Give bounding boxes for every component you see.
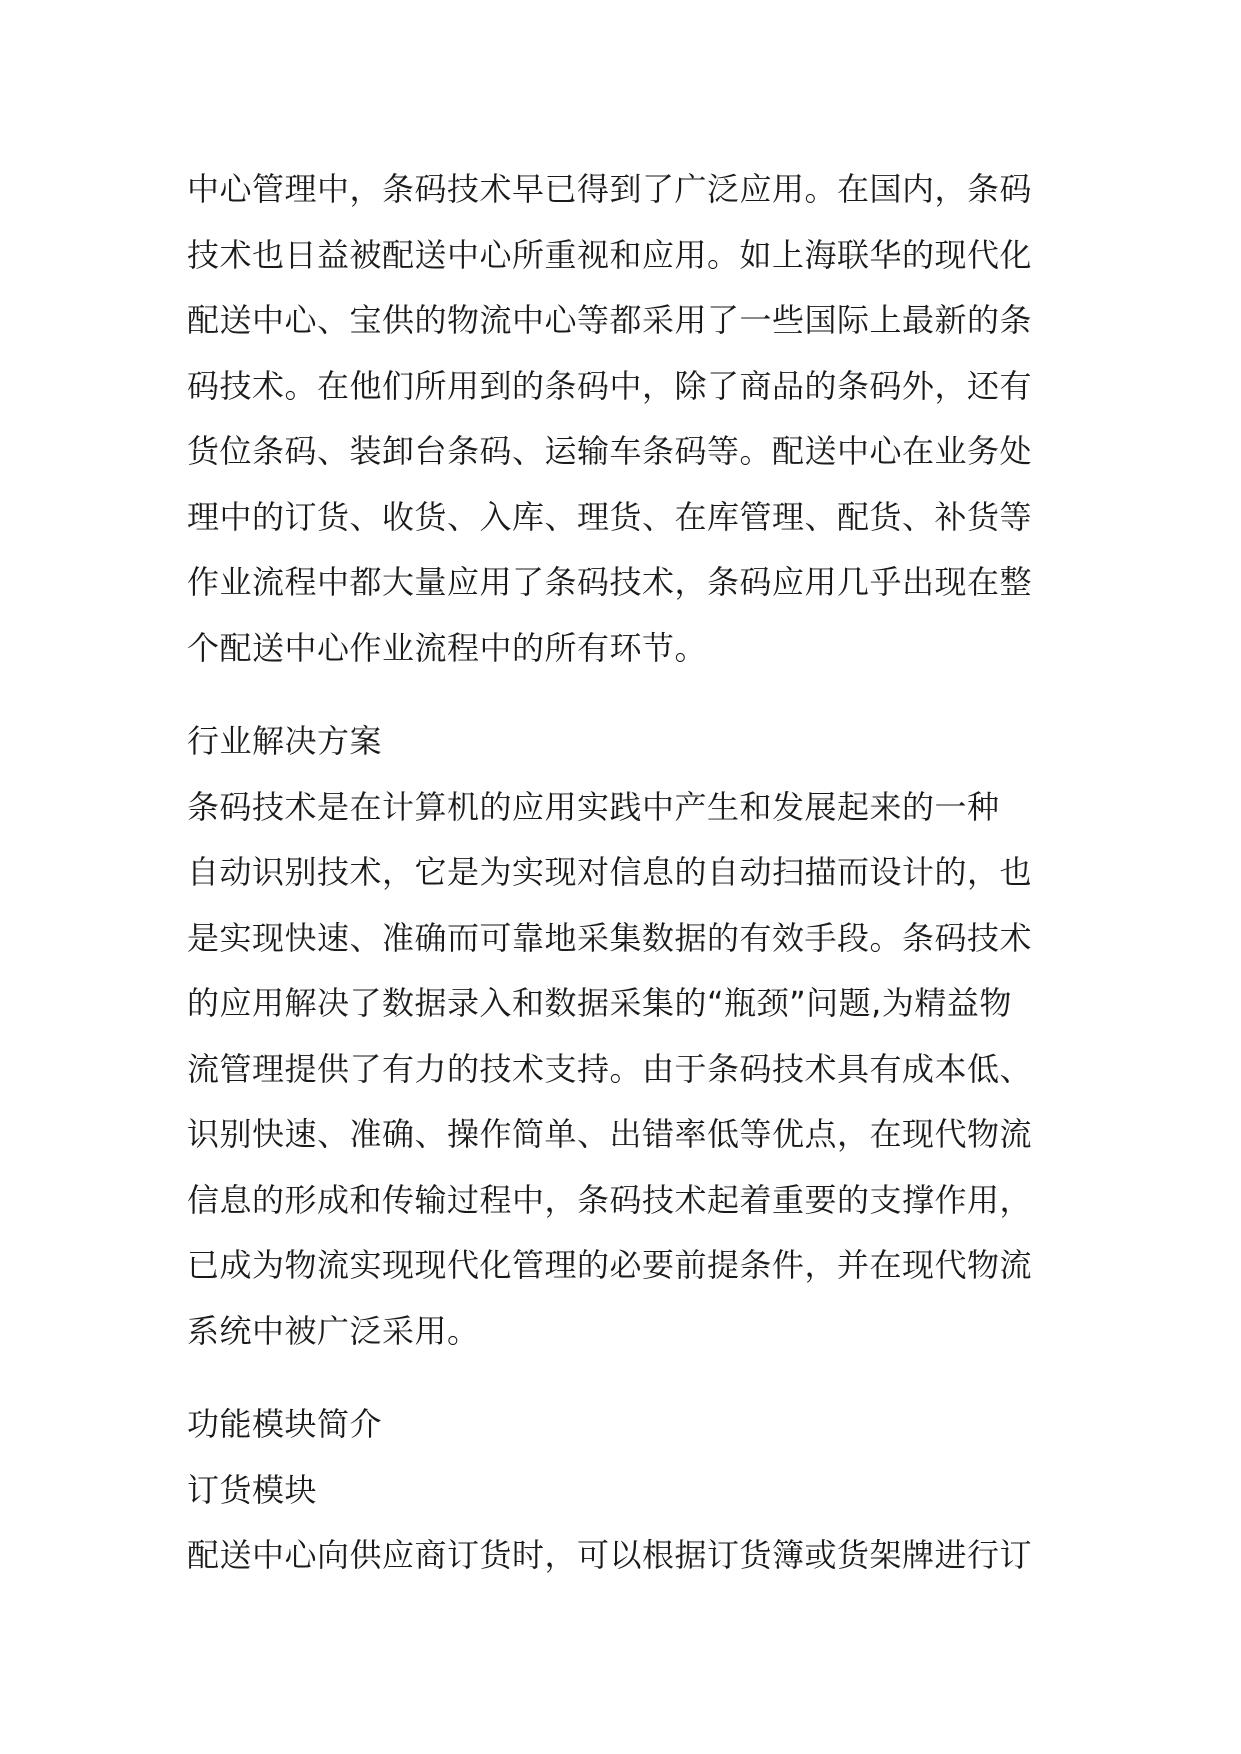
text-line: 系统中被广泛采用。: [187, 1311, 480, 1350]
section-heading-solution: 行业解决方案: [187, 722, 383, 760]
intro-paragraph: [187, 157, 1067, 681]
text-line: 个配送中心作业流程中的所有环节。: [187, 628, 708, 667]
text-line: 作业流程中都大量应用了条码技术，条码应用几乎出现在整: [187, 563, 1033, 601]
text-line: 信息的形成和传输过程中，条码技术起着重要的支撑作用，: [187, 1180, 1033, 1219]
text-line: 技术也日益被配送中心所重视和应用。如上海联华的现代化: [187, 235, 1033, 274]
subsection-heading-order: 订货模块: [187, 1470, 318, 1509]
text-line: 是实现快速、准确而可靠地采集数据的有效手段。条码技术: [187, 918, 1033, 957]
text-line: 流管理提供了有力的技术支持。由于条码技术具有成本低、: [187, 1049, 1033, 1088]
text-line: 已成为物流实现现代化管理的必要前提条件，并在现代物流: [187, 1246, 1033, 1284]
text-line: 配送中心向供应商订货时，可以根据订货簿或货架牌进行订: [187, 1536, 1033, 1574]
solution-paragraph: [187, 775, 1067, 1365]
text-line: 配送中心、宝供的物流中心等都采用了一些国际上最新的条: [187, 301, 1033, 339]
section-heading-modules: 功能模块简介: [187, 1405, 383, 1443]
text-line: 理中的订货、收货、入库、理货、在库管理、配货、补货等: [187, 497, 1033, 536]
paragraph-spacer: [187, 681, 1067, 709]
text-line: 的应用解决了数据录入和数据采集的“瓶颈”问题,为精益物: [187, 984, 1012, 1022]
text-line: 码技术。在他们所用到的条码中，除了商品的条码外，还有: [187, 366, 1033, 405]
paragraph-spacer: [187, 1364, 1067, 1392]
order-paragraph: [187, 1523, 1067, 1589]
text-line: 条码技术是在计算机的应用实践中产生和发展起来的一种: [187, 787, 1000, 826]
document-body: [187, 157, 1067, 1589]
text-line: 货位条码、装卸台条码、运输车条码等。配送中心在业务处: [187, 432, 1033, 470]
text-line: 自动识别技术，它是为实现对信息的自动扫描而设计的，也: [187, 853, 1033, 891]
text-line: 识别快速、准确、操作简单、出错率低等优点，在现代物流: [187, 1115, 1033, 1153]
text-line: 中心管理中，条码技术早已得到了广泛应用。在国内，条码: [187, 170, 1033, 208]
